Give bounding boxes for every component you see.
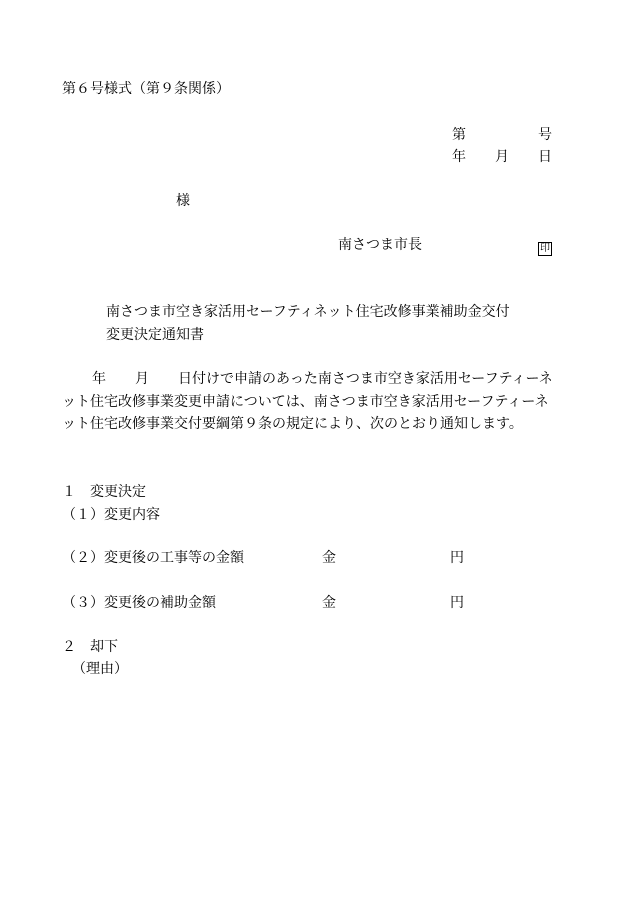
section-1-heading: １ 変更決定	[62, 484, 146, 500]
section-2-heading: ２ 却下	[62, 639, 118, 655]
item-2-yen-suffix: 円	[450, 550, 464, 566]
section-1-item-2: （２）変更後の工事等の金額	[62, 550, 244, 566]
doc-number-suffix: 号	[538, 127, 552, 143]
seal-stamp	[538, 238, 552, 256]
form-number: 第６号様式（第９条関係）	[62, 81, 230, 97]
seal-icon: 印	[540, 243, 550, 254]
body-month: 月	[135, 371, 149, 387]
date-month: 月	[495, 149, 509, 165]
section-2-reason: （理由）	[72, 661, 128, 677]
addressee-honorific: 様	[176, 193, 190, 209]
title-line-2: 変更決定通知書	[106, 327, 204, 343]
doc-number-prefix: 第	[452, 127, 466, 143]
date-year: 年	[452, 149, 466, 165]
item-2-yen-prefix: 金	[322, 550, 336, 566]
body-line-2: ット住宅改修事業変更申請については、南さつま市空き家活用セーフティーネ	[62, 394, 549, 410]
item-3-yen-suffix: 円	[450, 595, 464, 611]
sender-name: 南さつま市長	[338, 237, 422, 253]
section-1-item-1: （１）変更内容	[62, 507, 160, 523]
body-line-3: ット住宅改修事業交付要綱第９条の規定により、次のとおり通知します。	[62, 416, 523, 432]
date-day: 日	[538, 149, 552, 165]
body-line-1: 日付けで申請のあった南さつま市空き家活用セーフティーネ	[178, 371, 553, 387]
item-3-yen-prefix: 金	[322, 595, 336, 611]
body-year: 年	[92, 371, 106, 387]
section-1-item-3: （３）変更後の補助金額	[62, 595, 216, 611]
title-line-1: 南さつま市空き家活用セーフティネット住宅改修事業補助金交付	[106, 304, 510, 320]
